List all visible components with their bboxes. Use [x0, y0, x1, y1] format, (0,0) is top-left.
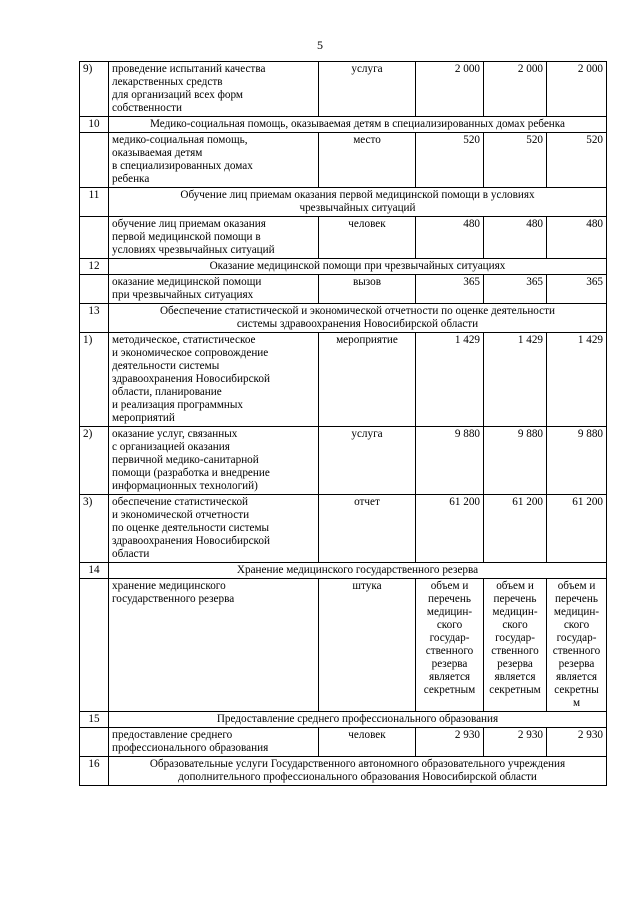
row-number: 15 — [80, 712, 109, 728]
value-year-1: 520 — [416, 133, 484, 188]
value-year-2-line: секретным — [489, 684, 541, 696]
section-title-line: Медико-социальная помощь, оказываемая детям в специализированных домах ребенка — [149, 118, 566, 130]
services-table — [79, 61, 607, 786]
service-name-line: государственного резерва — [112, 593, 235, 605]
section-title-line: дополнительного профессионального образования Новосибирской области — [178, 771, 537, 783]
section-title — [109, 117, 607, 133]
value-year-3-line: государ- — [556, 632, 597, 644]
row-number: 14 — [80, 563, 109, 579]
service-name — [109, 728, 319, 757]
service-name-line: информационных технологий) — [112, 480, 258, 492]
service-name-line: оказание медицинской помощи — [112, 276, 262, 288]
value-year-3: 61 200 — [547, 495, 607, 563]
value-year-2 — [484, 579, 547, 712]
value-year-1: 480 — [416, 217, 484, 259]
service-name — [109, 333, 319, 427]
section-title — [109, 563, 607, 579]
row-number: 2) — [80, 427, 109, 495]
unit-of-measure: место — [319, 133, 416, 188]
value-year-3: 480 — [547, 217, 607, 259]
value-year-2-line: медицин- — [492, 606, 538, 618]
row-number: 12 — [80, 259, 109, 275]
section-title-line: Оказание медицинской помощи при чрезвычайных ситуациях — [209, 260, 506, 272]
service-name-line: здравоохранения Новосибирской — [112, 373, 270, 385]
value-year-2: 61 200 — [484, 495, 547, 563]
value-year-3: 1 429 — [547, 333, 607, 427]
unit-of-measure: услуга — [319, 427, 416, 495]
value-year-3-line: ского — [563, 619, 590, 631]
value-year-3: 365 — [547, 275, 607, 304]
table-row — [80, 579, 607, 712]
service-name — [109, 427, 319, 495]
service-name-line: предоставление среднего — [112, 729, 233, 741]
value-year-1-line: резерва — [431, 658, 468, 670]
row-number — [80, 728, 109, 757]
value-year-3-line: объем и — [557, 580, 596, 592]
service-name-line: первой медицинской помощи в — [112, 231, 261, 243]
service-name-line: профессионального образования — [112, 742, 269, 754]
value-year-2-line: ственного — [491, 645, 539, 657]
unit-of-measure: штука — [319, 579, 416, 712]
service-name — [109, 62, 319, 117]
service-name-line: в специализированных домах — [112, 160, 253, 172]
table-row — [80, 728, 607, 757]
section-title-line: Образовательные услуги Государственного автономного образовательного учреждения — [149, 758, 566, 770]
section-row — [80, 117, 607, 133]
unit-of-measure: человек — [319, 217, 416, 259]
value-year-3-line: резерва — [558, 658, 595, 670]
value-year-3-line: является — [555, 671, 598, 683]
value-year-1: 1 429 — [416, 333, 484, 427]
service-name-line: собственности — [112, 102, 182, 114]
unit-of-measure: услуга — [319, 62, 416, 117]
service-name-line: мероприятий — [112, 412, 175, 424]
service-name-line: медико-социальная помощь, — [112, 134, 248, 146]
value-year-1-line: является — [428, 671, 471, 683]
section-title — [109, 259, 607, 275]
section-row — [80, 563, 607, 579]
value-year-3: 520 — [547, 133, 607, 188]
section-row — [80, 757, 607, 786]
section-title-line: системы здравоохранения Новосибирской области — [236, 318, 479, 330]
service-name-line: оказание услуг, связанных — [112, 428, 238, 440]
row-number: 9) — [80, 62, 109, 117]
service-name-line: условиях чрезвычайных ситуаций — [112, 244, 275, 256]
service-name-line: обеспечение статистической — [112, 496, 249, 508]
service-name-line: с организацией оказания — [112, 441, 230, 453]
row-number: 13 — [80, 304, 109, 333]
row-number: 3) — [80, 495, 109, 563]
section-title — [109, 188, 607, 217]
table-row — [80, 62, 607, 117]
value-year-1: 2 000 — [416, 62, 484, 117]
section-title-line: Хранение медицинского государственного резерва — [236, 564, 479, 576]
service-name-line: лекарственных средств — [112, 76, 223, 88]
service-name-line: и экономической отчетности — [112, 509, 250, 521]
service-name — [109, 133, 319, 188]
unit-of-measure: вызов — [319, 275, 416, 304]
value-year-1-line: ственного — [425, 645, 474, 657]
section-row — [80, 259, 607, 275]
section-title-line: Предоставление среднего профессионального образования — [216, 713, 499, 725]
service-name-line: обучение лиц приемам оказания — [112, 218, 266, 230]
service-name-line: по оценке деятельности системы — [112, 522, 270, 534]
service-name-line: для организаций всех форм — [112, 89, 243, 101]
section-title — [109, 712, 607, 728]
service-name — [109, 217, 319, 259]
value-year-1-line: объем и — [430, 580, 469, 592]
value-year-1: 365 — [416, 275, 484, 304]
section-title — [109, 304, 607, 333]
value-year-2: 365 — [484, 275, 547, 304]
service-name-line: области, планирование — [112, 386, 222, 398]
table-row — [80, 133, 607, 188]
value-year-2: 2 000 — [484, 62, 547, 117]
service-name-line: помощи (разработка и внедрение — [112, 467, 270, 479]
service-name-line: здравоохранения Новосибирской — [112, 535, 270, 547]
section-title-line: Обеспечение статистической и экономической отчетности по оценке деятельности — [159, 305, 556, 317]
table-row — [80, 495, 607, 563]
row-number: 1) — [80, 333, 109, 427]
service-name-line: хранение медицинского — [112, 580, 226, 592]
value-year-1: 9 880 — [416, 427, 484, 495]
page-number: 5 — [317, 38, 323, 52]
value-year-2-line: является — [494, 671, 536, 683]
value-year-2-line: объем и — [496, 580, 534, 592]
section-title-line: чрезвычайных ситуаций — [299, 202, 416, 214]
value-year-2-line: ского — [502, 619, 528, 631]
value-year-1-line: секретным — [423, 684, 476, 696]
value-year-3-line: секретны — [554, 684, 599, 696]
value-year-2-line: перечень — [493, 593, 537, 605]
service-name-line: методическое, статистическое — [112, 334, 256, 346]
value-year-3: 2 930 — [547, 728, 607, 757]
unit-of-measure: мероприятие — [319, 333, 416, 427]
value-year-1-line: медицин- — [426, 606, 473, 618]
value-year-1 — [416, 579, 484, 712]
value-year-2: 2 930 — [484, 728, 547, 757]
service-name — [109, 579, 319, 712]
value-year-2: 480 — [484, 217, 547, 259]
section-title-line: Обучение лиц приемам оказания первой медицинской помощи в условиях — [180, 189, 535, 201]
table-row — [80, 217, 607, 259]
value-year-1-line: государ- — [429, 632, 470, 644]
section-row — [80, 188, 607, 217]
service-name-line: оказываемая детям — [112, 147, 203, 159]
section-row — [80, 304, 607, 333]
value-year-3-line: перечень — [555, 593, 598, 605]
section-row — [80, 712, 607, 728]
service-name-line: первичной медико-санитарной — [112, 454, 259, 466]
row-number: 16 — [80, 757, 109, 786]
value-year-3: 2 000 — [547, 62, 607, 117]
table-row — [80, 333, 607, 427]
value-year-1-line: перечень — [428, 593, 471, 605]
service-name — [109, 495, 319, 563]
service-name-line: области — [112, 548, 150, 560]
value-year-1: 61 200 — [416, 495, 484, 563]
value-year-3: 9 880 — [547, 427, 607, 495]
row-number: 11 — [80, 188, 109, 217]
service-name — [109, 275, 319, 304]
value-year-1: 2 930 — [416, 728, 484, 757]
value-year-2: 520 — [484, 133, 547, 188]
row-number — [80, 217, 109, 259]
row-number — [80, 579, 109, 712]
unit-of-measure: отчет — [319, 495, 416, 563]
service-name-line: проведение испытаний качества — [112, 63, 266, 75]
row-number — [80, 275, 109, 304]
service-name-line: при чрезвычайных ситуациях — [112, 289, 254, 301]
value-year-3 — [547, 579, 607, 712]
service-name-line: ребенка — [112, 173, 150, 185]
value-year-2-line: государ- — [495, 632, 535, 644]
row-number: 10 — [80, 117, 109, 133]
value-year-3-line: ственного — [552, 645, 601, 657]
service-name-line: и экономическое сопровождение — [112, 347, 269, 359]
table-row — [80, 427, 607, 495]
value-year-3-line: медицин- — [553, 606, 600, 618]
row-number — [80, 133, 109, 188]
value-year-2: 1 429 — [484, 333, 547, 427]
value-year-1-line: ского — [436, 619, 463, 631]
value-year-2-line: резерва — [497, 658, 533, 670]
value-year-2: 9 880 — [484, 427, 547, 495]
unit-of-measure: человек — [319, 728, 416, 757]
value-year-3-line: м — [572, 697, 581, 709]
section-title — [109, 757, 607, 786]
table-row — [80, 275, 607, 304]
service-name-line: и реализация программных — [112, 399, 243, 411]
service-name-line: деятельности системы — [112, 360, 220, 372]
